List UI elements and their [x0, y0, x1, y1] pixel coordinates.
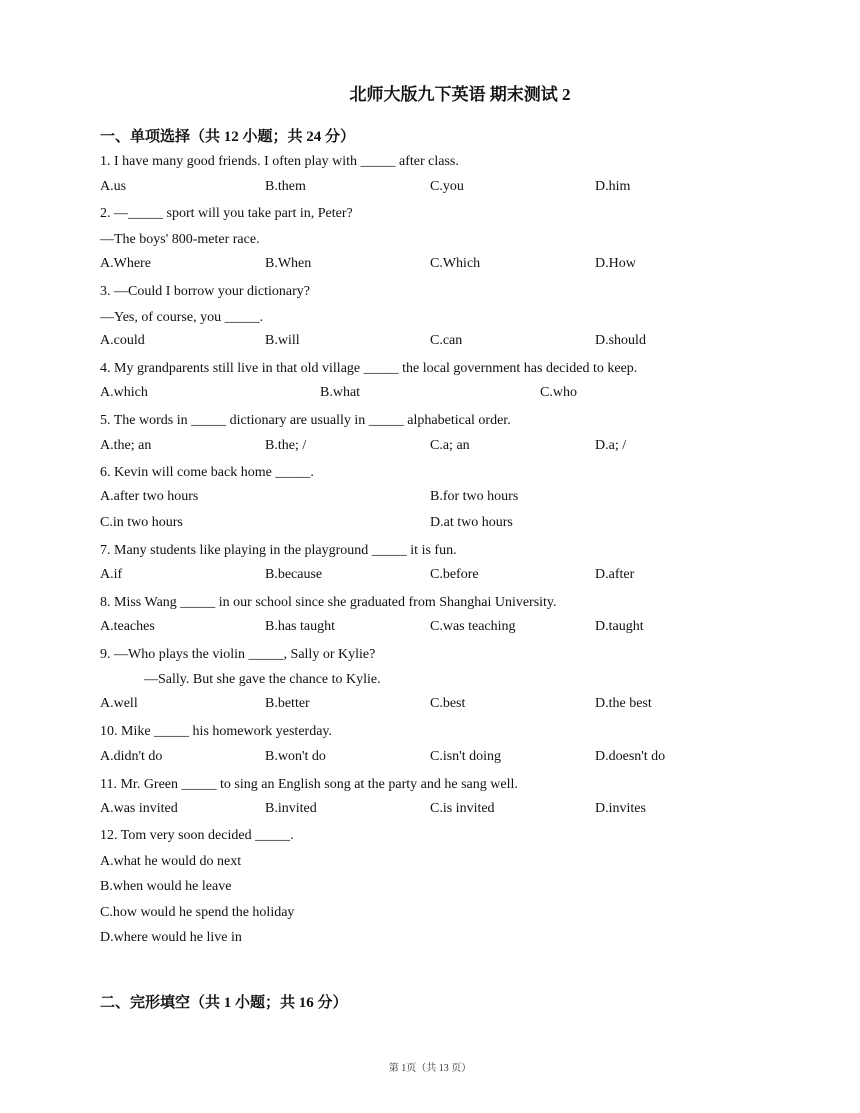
- question-stem: 7. Many students like playing in the playground _____ it is fun.: [100, 543, 457, 558]
- option-row: [100, 385, 760, 403]
- option: A.what he would do next: [100, 854, 242, 869]
- question-stem: 12. Tom very soon decided _____.: [100, 828, 294, 843]
- option-row: [100, 333, 760, 351]
- option: D.taught: [595, 619, 644, 634]
- option: A.was invited: [100, 801, 178, 816]
- option: D.invites: [595, 801, 646, 816]
- question-stem: 9. —Who plays the violin _____, Sally or Kylie?: [100, 647, 376, 662]
- option: B.invited: [265, 801, 317, 816]
- option: C.before: [430, 567, 479, 582]
- section-heading-cloze: 二、完形填空（共 1 小题；共 16 分）: [100, 995, 348, 1011]
- option: C.Which: [430, 256, 481, 271]
- option: B.when would he leave: [100, 879, 232, 894]
- option-row: [100, 801, 760, 819]
- option-row: [100, 567, 760, 585]
- option: D.the best: [595, 696, 652, 711]
- section-heading-multiple-choice: 一、单项选择（共 12 小题；共 24 分）: [100, 129, 356, 145]
- question-stem: 10. Mike _____ his homework yesterday.: [100, 724, 332, 739]
- option: C.a; an: [430, 438, 470, 453]
- option-row: [100, 619, 760, 637]
- option: B.for two hours: [430, 489, 519, 504]
- option: B.the; /: [265, 438, 307, 453]
- question-stem: 4. My grandparents still live in that old village _____ the local government has decided to keep.: [100, 361, 638, 376]
- option: C.isn't doing: [430, 749, 501, 764]
- question-stem: 5. The words in _____ dictionary are usually in _____ alphabetical order.: [100, 413, 511, 428]
- question-stem: 2. —_____ sport will you take part in, Peter?: [100, 206, 353, 221]
- option: D.a; /: [595, 438, 627, 453]
- page-title: 北师大版九下英语 期末测试 2: [349, 85, 571, 104]
- option: D.him: [595, 179, 631, 194]
- option-row: [100, 515, 760, 533]
- question-line: —The boys' 800-meter race.: [100, 232, 260, 247]
- option: A.didn't do: [100, 749, 163, 764]
- option: B.won't do: [265, 749, 326, 764]
- option: B.better: [265, 696, 310, 711]
- option: B.what: [320, 385, 361, 400]
- option-row: [100, 749, 760, 767]
- question-line: —Yes, of course, you _____.: [100, 310, 264, 325]
- question-line: —Sally. But she gave the chance to Kylie.: [144, 672, 381, 687]
- option: B.When: [265, 256, 312, 271]
- option: A.could: [100, 333, 145, 348]
- option: C.is invited: [430, 801, 495, 816]
- option-row: [100, 438, 760, 456]
- option-row: [100, 489, 760, 507]
- option: A.if: [100, 567, 123, 582]
- option: C.how would he spend the holiday: [100, 905, 295, 920]
- option: C.best: [430, 696, 466, 711]
- page-footer: 第 1页（共 13 页）: [388, 1063, 472, 1074]
- option: A.Where: [100, 256, 151, 271]
- option: A.after two hours: [100, 489, 199, 504]
- option: C.who: [540, 385, 577, 400]
- option: D.at two hours: [430, 515, 513, 530]
- option: A.teaches: [100, 619, 155, 634]
- option: D.where would he live in: [100, 930, 242, 945]
- option: B.has taught: [265, 619, 335, 634]
- question-stem: 6. Kevin will come back home _____.: [100, 465, 314, 480]
- question-stem: 8. Miss Wang _____ in our school since she graduated from Shanghai University.: [100, 595, 557, 610]
- option: D.How: [595, 256, 636, 271]
- question-stem: 3. —Could I borrow your dictionary?: [100, 284, 310, 299]
- question-stem: 1. I have many good friends. I often play with _____ after class.: [100, 154, 459, 169]
- option: B.because: [265, 567, 323, 582]
- option: B.them: [265, 179, 306, 194]
- option: A.which: [100, 385, 148, 400]
- option-row: [100, 179, 760, 197]
- option: D.doesn't do: [595, 749, 666, 764]
- question-stem: 11. Mr. Green _____ to sing an English song at the party and he sang well.: [100, 777, 518, 792]
- option: C.was teaching: [430, 619, 516, 634]
- option-row: [100, 696, 760, 714]
- option: D.should: [595, 333, 646, 348]
- option: C.in two hours: [100, 515, 183, 530]
- option: A.well: [100, 696, 138, 711]
- option: A.us: [100, 179, 127, 194]
- option: C.can: [430, 333, 463, 348]
- option: B.will: [265, 333, 300, 348]
- option: A.the; an: [100, 438, 152, 453]
- option-row: [100, 256, 760, 274]
- option: C.you: [430, 179, 464, 194]
- option: D.after: [595, 567, 635, 582]
